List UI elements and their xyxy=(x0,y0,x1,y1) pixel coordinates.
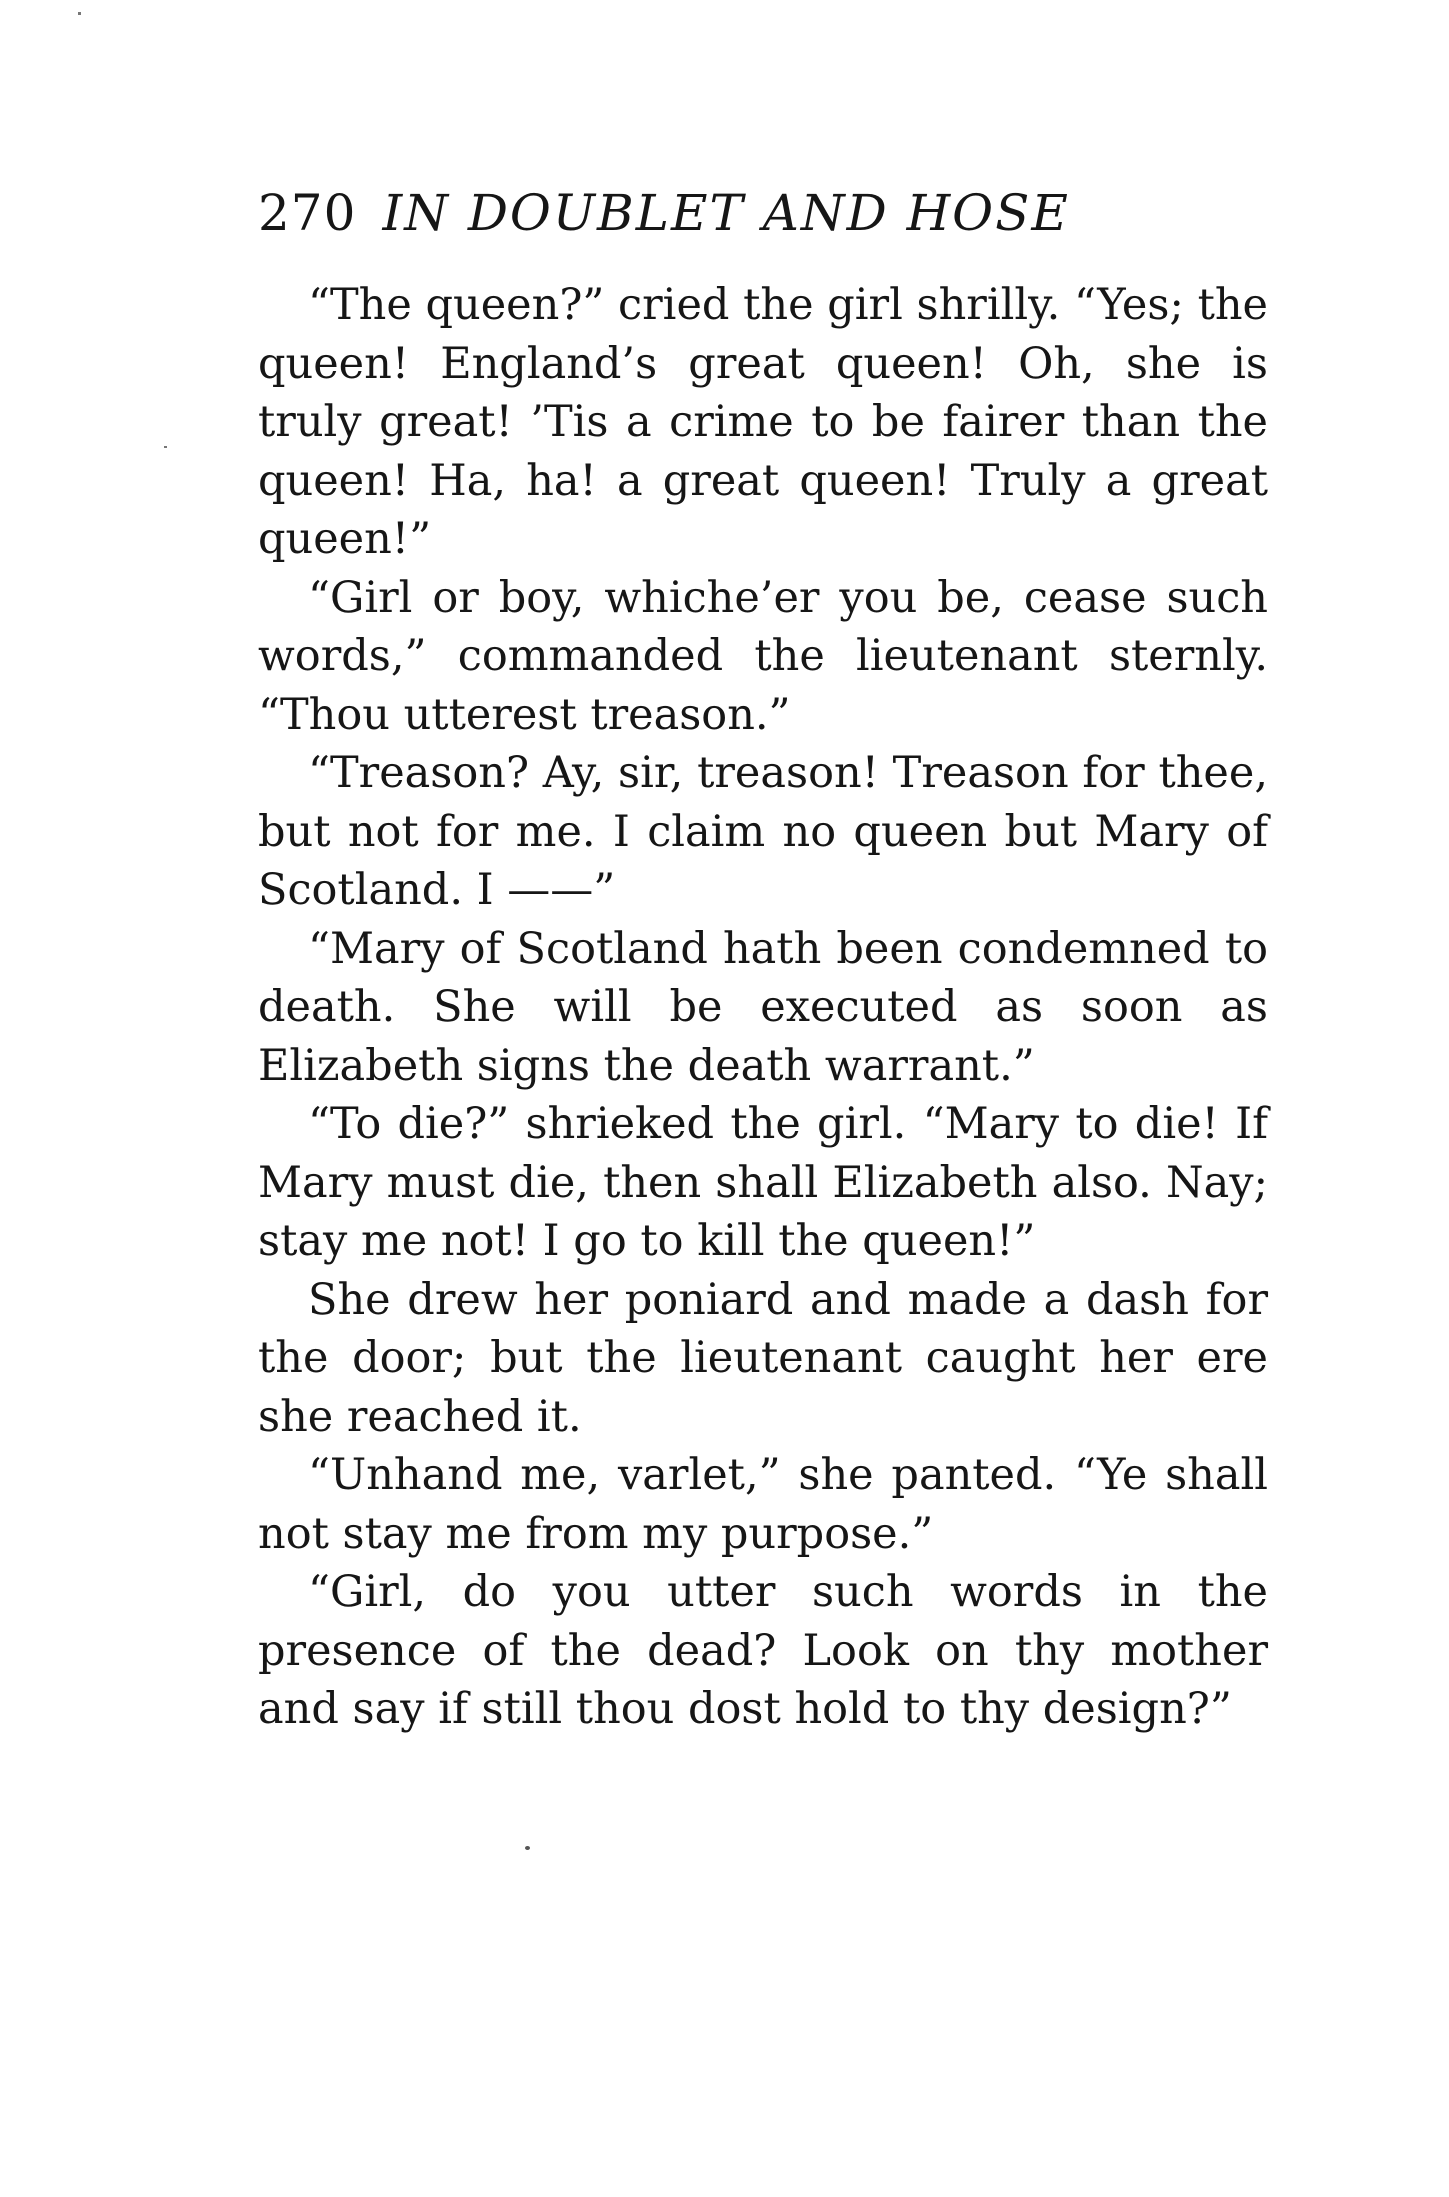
paragraph: “Treason? Ay, sir, treason! Treason for thee, but not for me. I claim no queen but Mary of Scotland. I ——” xyxy=(258,748,1268,915)
page-number: 270 xyxy=(258,184,357,242)
body-text xyxy=(258,276,1268,1739)
ink-speck xyxy=(164,446,167,448)
running-title: IN DOUBLET AND HOSE xyxy=(382,184,1070,242)
ink-speck xyxy=(525,1846,530,1850)
paragraph: “Unhand me, varlet,” she panted. “Ye shall not stay me from my purpose.” xyxy=(258,1450,1268,1559)
running-header xyxy=(258,178,1278,248)
paragraph: “Girl, do you utter such words in the presence of the dead? Look on thy mother and say if still thou dost hold to thy design?” xyxy=(258,1567,1268,1734)
paragraph: “Girl or boy, whiche’er you be, cease such words,” commanded the lieutenant sternly. “Thou utterest treason.” xyxy=(258,572,1268,740)
paragraph: She drew her poniard and made a dash for the door; but the lieutenant caught her ere she reached it. xyxy=(258,1274,1268,1442)
ink-speck xyxy=(78,12,81,15)
paragraph: “Mary of Scotland hath been condemned to death. She will be executed as soon as Elizabeth signs the death warrant.” xyxy=(258,923,1268,1091)
paragraph: “To die?” shrieked the girl. “Mary to die! If Mary must die, then shall Elizabeth also. Nay; stay me not! I go to kill the queen!” xyxy=(258,1099,1268,1266)
paragraph: “The queen?” cried the girl shrilly. “Yes; the queen! England’s great queen! Oh, she is truly great! ’Tis a crime to be fairer than the queen! Ha, ha! a great queen! Truly a great queen!” xyxy=(258,280,1268,564)
